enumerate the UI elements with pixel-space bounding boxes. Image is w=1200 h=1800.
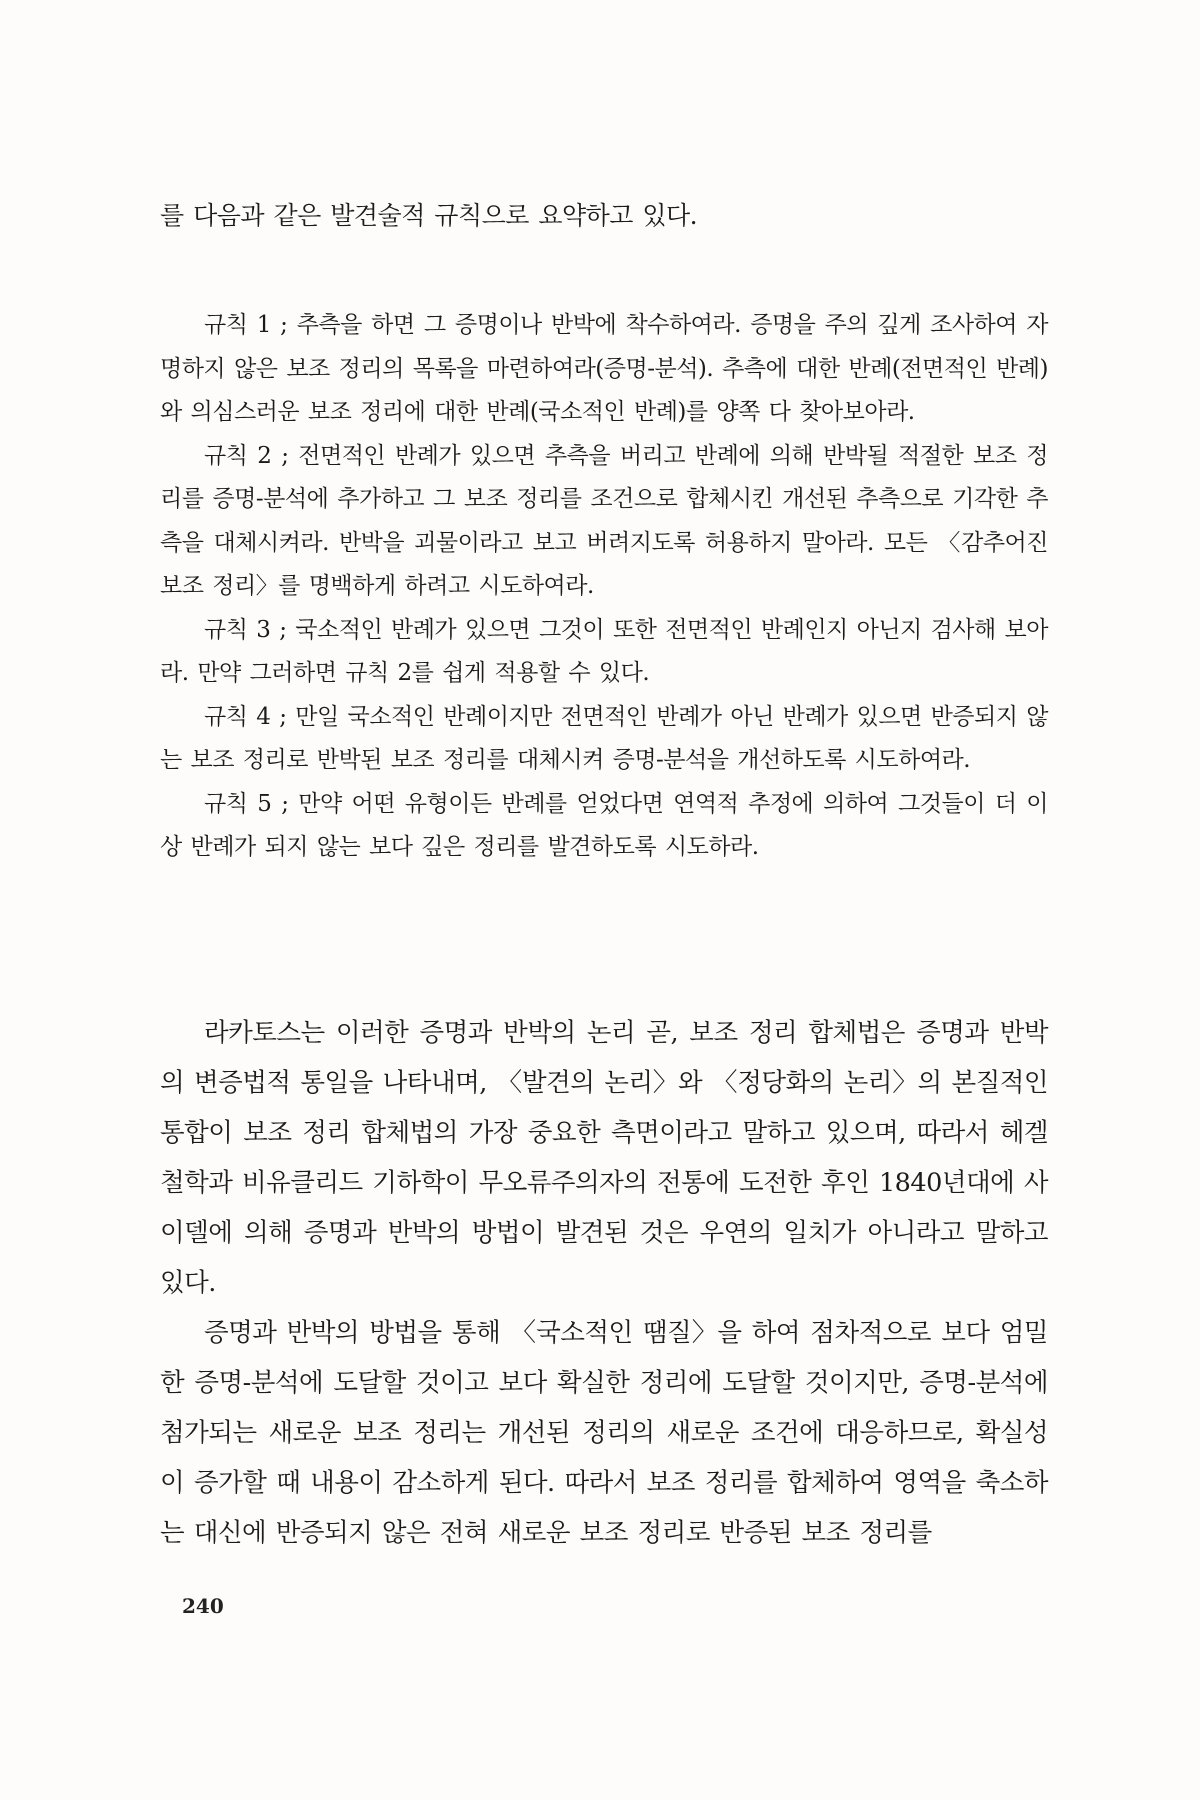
paragraph-1: 라카토스는 이러한 증명과 반박의 논리 곧, 보조 정리 합체법은 증명과 반박의 변증법적 통일을 나타내며, 〈발견의 논리〉와 〈정당화의 논리〉의 본질적인 통합이 보조 정리 합체법의 가장 중요한 측면이라고 말하고 있으며, 따라서 헤겔 철학과 비유클리드 기하학이 무오류주의자의 전통에 도전한 후인 1840년대에 사이델에 의해 증명과 반박의 방법이 발견된 것은 우연의 일치가 아니라고 말하고 있다.: [160, 1018, 1048, 1298]
intro-text: 를 다음과 같은 발견술적 규칙으로 요약하고 있다.: [160, 201, 698, 230]
rule-2: 규칙 2 ; 전면적인 반례가 있으면 추측을 버리고 반례에 의해 반박될 적절한 보조 정리를 증명-분석에 추가하고 그 보조 정리를 조건으로 합체시킨 개선된 추측으로 기각한 추측을 대체시켜라. 반박을 괴물이라고 보고 버려지도록 허용하지 말아라. 모든 〈감추어진 보조 정리〉를 명백하게 하려고 시도하여라.: [160, 442, 1048, 599]
intro-line: [160, 196, 1048, 236]
body-paragraphs: [160, 1008, 1048, 1558]
rule-1: 규칙 1 ; 추측을 하면 그 증명이나 반박에 착수하여라. 증명을 주의 깊게 조사하여 자명하지 않은 보조 정리의 목록을 마련하여라(증명-분석). 추측에 대한 반례(전면적인 반례)와 의심스러운 보조 정리에 대한 반례(국소적인 반례)를 양쪽 다 찾아보아라.: [160, 312, 1048, 425]
rule-3: 규칙 3 ; 국소적인 반례가 있으면 그것이 또한 전면적인 반례인지 아닌지 검사해 보아라. 만약 그러하면 규칙 2를 쉽게 적용할 수 있다.: [160, 616, 1048, 686]
rule-4: 규칙 4 ; 만일 국소적인 반례이지만 전면적인 반례가 아닌 반례가 있으면 반증되지 않는 보조 정리로 반박된 보조 정리를 대체시켜 증명-분석을 개선하도록 시도하여라.: [160, 703, 1048, 773]
page-number: 240: [182, 1594, 224, 1618]
rules-list: [160, 304, 1048, 870]
paragraph-2: 증명과 반박의 방법을 통해 〈국소적인 땜질〉을 하여 점차적으로 보다 엄밀한 증명-분석에 도달할 것이고 보다 확실한 정리에 도달할 것이지만, 증명-분석에 첨가되는 새로운 보조 정리는 개선된 정리의 새로운 조건에 대응하므로, 확실성이 증가할 때 내용이 감소하게 된다. 따라서 보조 정리를 합체하여 영역을 축소하는 대신에 반증되지 않은 전혀 새로운 보조 정리로 반증된 보조 정리를: [160, 1318, 1048, 1548]
rule-5: 규칙 5 ; 만약 어떤 유형이든 반례를 얻었다면 연역적 추정에 의하여 그것들이 더 이상 반례가 되지 않는 보다 깊은 정리를 발견하도록 시도하라.: [160, 790, 1048, 860]
